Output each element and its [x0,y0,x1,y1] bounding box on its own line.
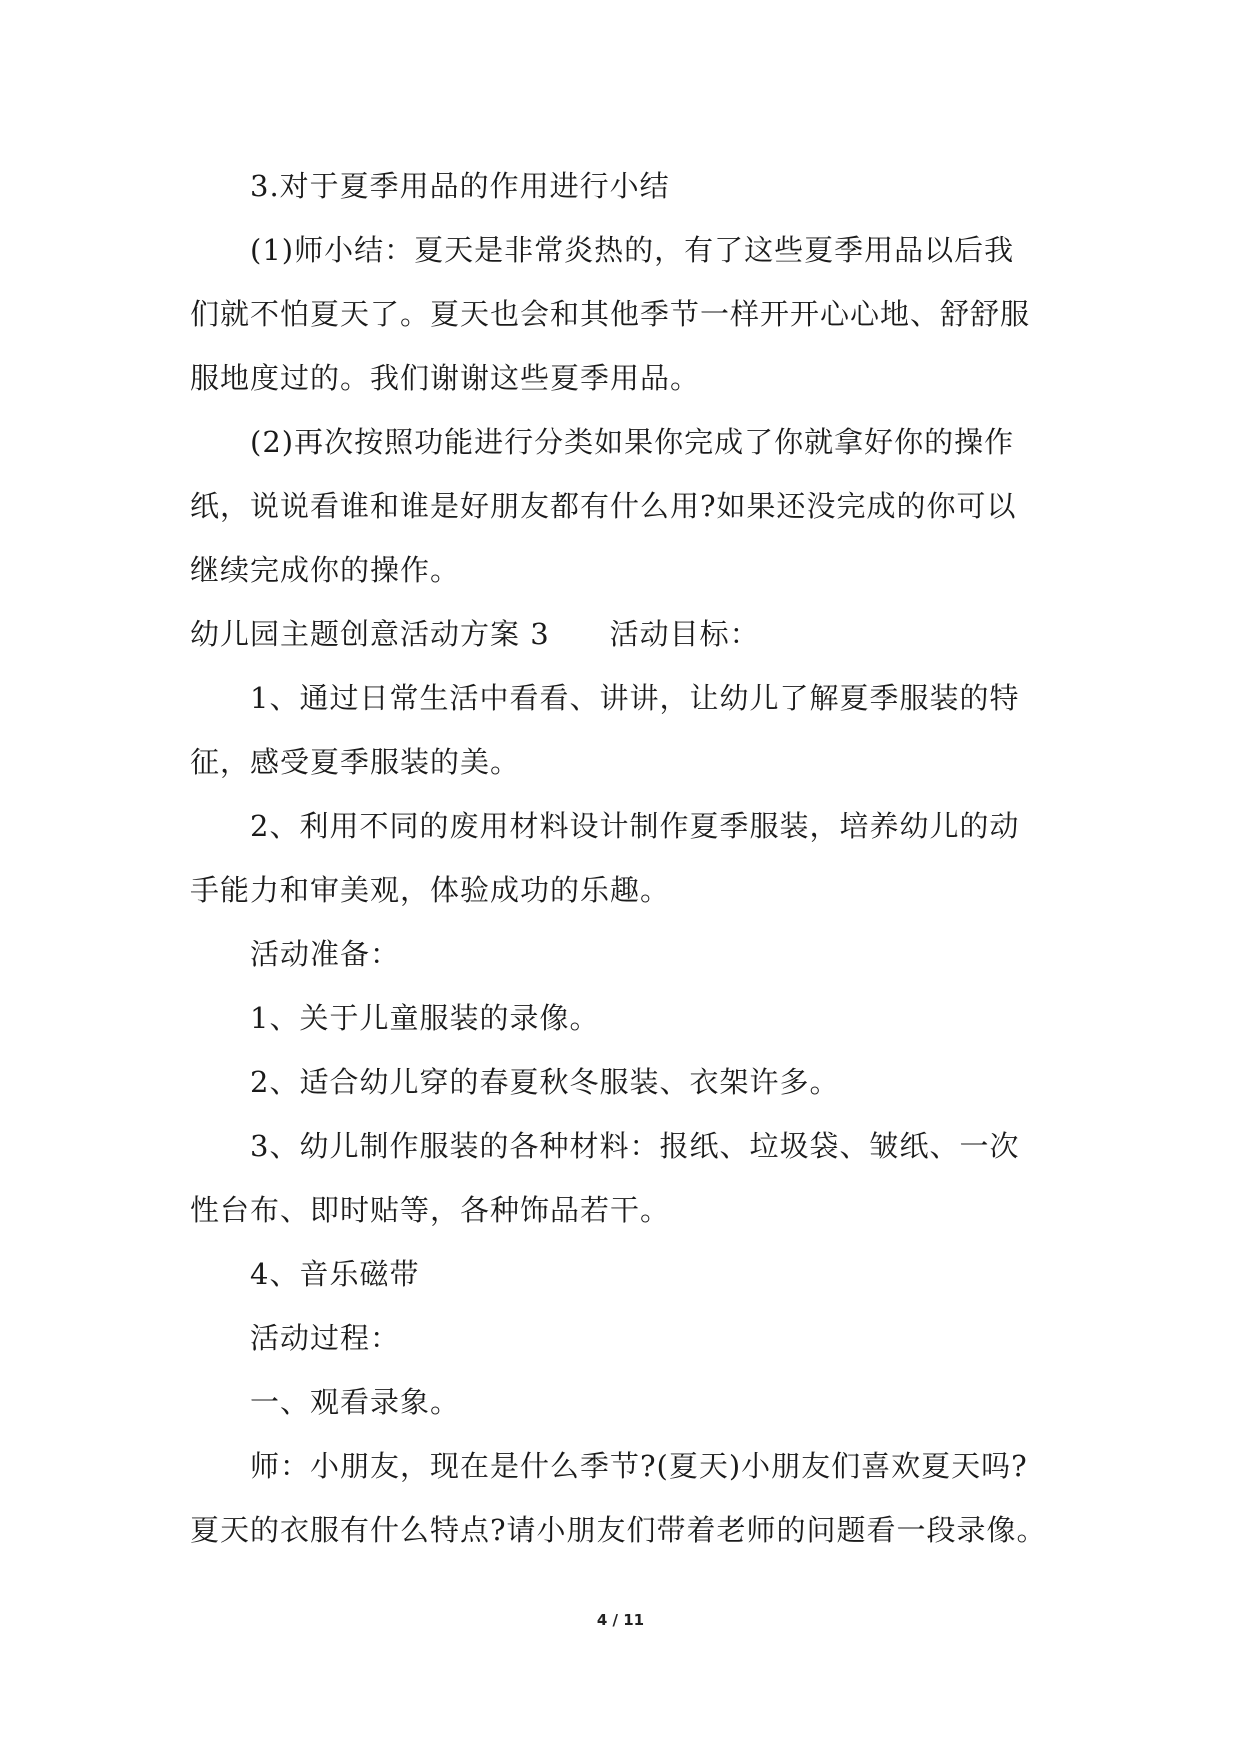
text-line-14: 1、关于儿童服装的录像。 [250,1001,600,1035]
text-line-20: 一、观看录象。 [250,1385,461,1419]
section-heading: 幼儿园主题创意活动方案 3 活动目标： [190,617,760,651]
text-line-3: 们就不怕夏天了。夏天也会和其他季节一样开开心心地、舒舒服 [190,297,1031,331]
text-line-15: 2、适合幼儿穿的春夏秋冬服装、衣架许多。 [250,1065,840,1099]
text-line-16: 3、幼儿制作服装的各种材料：报纸、垃圾袋、皱纸、一次 [250,1129,1020,1163]
text-line-11: 2、利用不同的废用材料设计制作夏季服装，培养幼儿的动 [250,809,1020,843]
text-line-13: 活动准备： [250,937,401,971]
text-line-7: 继续完成你的操作。 [190,553,461,587]
text-line-12: 手能力和审美观，体验成功的乐趣。 [190,873,671,907]
page-number: 4 / 11 [596,1611,645,1629]
text-line-2: (1)师小结：夏天是非常炎热的，有了这些夏季用品以后我 [250,233,1015,267]
text-line-9: 1、通过日常生活中看看、讲讲，让幼儿了解夏季服装的特 [250,681,1020,715]
text-line-10: 征，感受夏季服装的美。 [190,745,521,779]
text-line-22: 夏天的衣服有什么特点?请小朋友们带着老师的问题看一段录像。 [190,1513,1047,1547]
text-line-1: 3.对于夏季用品的作用进行小结 [250,169,670,203]
text-line-4: 服地度过的。我们谢谢这些夏季用品。 [190,361,701,395]
text-line-18: 4、音乐磁带 [250,1257,420,1291]
text-line-21: 师：小朋友，现在是什么季节?(夏天)小朋友们喜欢夏天吗? [250,1449,1028,1483]
text-line-5: (2)再次按照功能进行分类如果你完成了你就拿好你的操作 [250,425,1015,459]
text-line-6: 纸，说说看谁和谁是好朋友都有什么用?如果还没完成的你可以 [190,489,1017,523]
text-line-19: 活动过程： [250,1321,401,1355]
text-line-17: 性台布、即时贴等，各种饰品若干。 [190,1193,671,1227]
